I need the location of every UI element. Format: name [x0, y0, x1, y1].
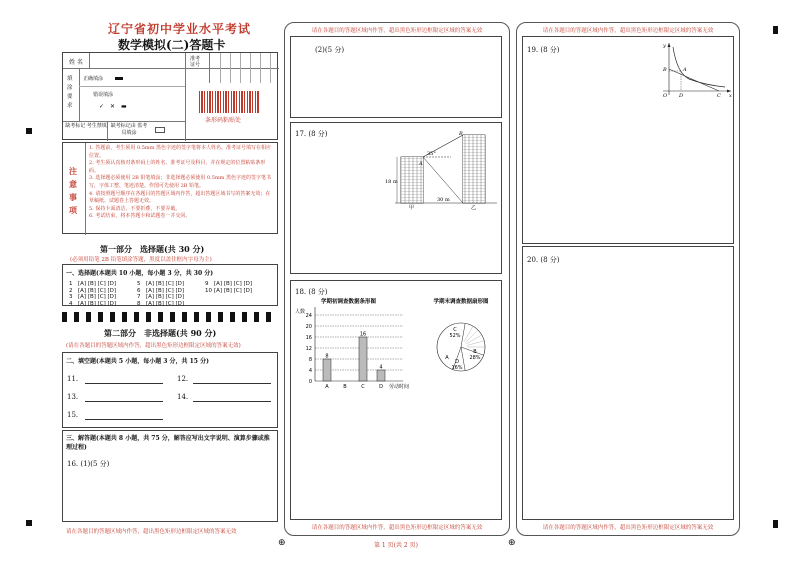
mc-option[interactable]: [D] — [175, 300, 185, 307]
bar-chart-bar — [359, 337, 367, 381]
bar-chart-category: B — [343, 384, 347, 390]
mc-question-number: 2 — [69, 287, 73, 294]
mc-option[interactable]: [B] — [155, 300, 166, 307]
mc-question[interactable] — [69, 288, 137, 294]
q18-box — [290, 280, 502, 520]
mc-question[interactable] — [205, 281, 273, 287]
mc-question[interactable] — [69, 281, 137, 287]
pie-chart-slice-label: D — [455, 359, 459, 365]
q19-y: y — [663, 43, 666, 49]
notice-item: 2. 考生须认真核对条形码上的姓名、准考证号及科目，并在规定的位置粘贴条形码。 — [89, 160, 266, 174]
exam-no-grid[interactable] — [209, 53, 279, 83]
q19-c: C — [717, 93, 721, 99]
bar-chart-xlabel: 劳动时间 — [389, 384, 410, 390]
info-box — [62, 52, 278, 140]
mc-option[interactable]: [B] — [87, 287, 98, 294]
q19-d: D — [679, 93, 684, 99]
q19-box — [522, 36, 734, 244]
corner-mark — [773, 520, 778, 528]
mc-option[interactable]: [D] — [243, 281, 253, 287]
mc-option[interactable]: [A] — [78, 294, 88, 300]
notice-item: 6. 考试结束，将本答题卡和试题卷一并交回。 — [89, 213, 191, 220]
mc-option[interactable]: [A] — [78, 281, 88, 287]
bar-chart-ytick: 12 — [305, 345, 312, 352]
blank-13: 13. — [67, 393, 79, 401]
mc-box — [62, 264, 278, 306]
mc-option[interactable]: [C] — [97, 300, 108, 307]
mc-question-number: 7 — [137, 294, 141, 300]
correct-fill-label: 正确填涂 — [83, 76, 104, 82]
register-mark-left: ⊕ — [278, 538, 286, 548]
blank-12: 12. — [177, 375, 189, 383]
bar-chart-data-label: 8 — [325, 353, 329, 360]
q17-angle: 35° — [427, 151, 436, 157]
mc-option[interactable]: [B] — [223, 281, 234, 287]
q20-box — [522, 246, 734, 520]
pie-chart-slice-border — [461, 347, 484, 355]
absent-note: 缺考标记由 监考员填涂 — [110, 123, 148, 136]
mc-option[interactable]: [B] — [87, 294, 98, 300]
corner-mark — [773, 26, 778, 34]
q17-point-a: A — [419, 161, 423, 167]
exam-no-label: 准考 证号 — [190, 56, 201, 68]
solve-box — [62, 430, 278, 522]
mc-option[interactable]: [C] — [165, 300, 176, 307]
blank-14-line[interactable] — [193, 401, 271, 402]
bar-chart-bar — [377, 370, 385, 381]
card-header-subtitle: 数学模拟(二)答题卡 — [118, 38, 226, 52]
mc-option[interactable]: [B] — [223, 287, 234, 294]
q16b-box — [290, 36, 502, 118]
page-footer: 第 1 页(共 2 页) — [374, 542, 418, 549]
q17-figure — [385, 129, 501, 211]
bar-chart-ytick: 0 — [308, 378, 312, 385]
pie-chart-slice-label: C — [453, 327, 457, 333]
mc-option[interactable]: [B] — [87, 300, 98, 307]
mc-option[interactable]: [D] — [175, 281, 185, 287]
mc-option[interactable]: [A] — [146, 294, 156, 300]
q17-jia: 甲 — [409, 205, 415, 211]
pie-chart-slice-pct: 16% — [451, 365, 463, 371]
blank-12-line[interactable] — [193, 383, 271, 384]
mc-option[interactable]: [C] — [233, 287, 244, 294]
mc-question-number: 10 — [205, 287, 212, 294]
mc-option[interactable]: [C] — [165, 294, 176, 300]
mc-grid — [69, 281, 275, 307]
mc-question-number: 4 — [69, 300, 73, 307]
bar-chart-ytick: 8 — [308, 356, 312, 363]
name-field[interactable] — [90, 54, 184, 68]
bar-chart-ytick: 4 — [308, 367, 312, 374]
middle-top-warning: 请在各题目的答题区域内作答，超出黑色矩形边框限定区域的答案无效 — [311, 28, 483, 34]
q19-a: A — [683, 67, 687, 73]
mc-option[interactable]: [D] — [175, 287, 185, 294]
bar-chart-category: C — [361, 384, 365, 390]
fill-requirement-side: 填 涂 要 求 — [67, 76, 73, 109]
left-footer-warning: 请在各题目的答题区域内作答，超出黑色矩形边框限定区域的答案无效 — [66, 529, 237, 535]
mc-question[interactable] — [137, 294, 205, 300]
q19-b: B — [663, 67, 667, 73]
pie-chart-slice-pct: 52% — [449, 333, 461, 339]
mc-option[interactable]: [C] — [97, 281, 108, 287]
notice-list — [89, 145, 275, 221]
q20-label: 20. (8 分) — [527, 256, 560, 264]
mc-option[interactable]: [D] — [107, 300, 117, 307]
barcode — [199, 91, 259, 113]
q19-o: O — [663, 93, 668, 99]
blank-15: 15. — [67, 411, 79, 419]
absent-mark-box[interactable] — [155, 127, 165, 133]
mc-option[interactable]: [B] — [155, 294, 166, 300]
notice-heading: 注 意 事 项 — [69, 166, 77, 215]
right-bottom-warning: 请在各题目的答题区域内作答，超出黑色矩形边框限定区域的答案无效 — [542, 525, 714, 531]
notice-item: 3. 选择题必须使用 2B 铅笔填涂；非选择题必须使用 0.5mm 黑色字迹的签字笔书写，字体工整、笔迹清楚。作图可先使用 2B 铅笔。 — [89, 175, 272, 189]
mc-question-number: 5 — [137, 281, 141, 287]
part1-note: (必须用铅笔 2B 铅笔填涂答题，黑度以盖住框内字母为主) — [70, 257, 212, 263]
q19-label: 19. (8 分) — [527, 46, 560, 54]
bar-chart-ytick: 20 — [305, 323, 312, 330]
mc-option[interactable]: [C] — [97, 294, 108, 300]
card-header-title: 辽宁省初中学业水平考试 — [108, 22, 252, 36]
bar-chart-title: 学期初调查数据条形图 — [321, 299, 377, 305]
fill-box — [62, 352, 278, 428]
mc-option[interactable]: [A] — [146, 281, 156, 287]
bar-chart-ylabel: 人数 — [295, 309, 306, 315]
pie-chart-slice-pct: 28% — [469, 355, 481, 361]
mc-question-number: 3 — [69, 294, 73, 300]
mc-option[interactable]: [A] — [146, 287, 156, 294]
q17-dist: 30 m — [437, 197, 450, 203]
bar-chart-bar — [323, 359, 331, 381]
bar-chart-data-label: 4 — [379, 364, 383, 371]
mc-question-number: 8 — [137, 300, 141, 307]
mc-question-number: 6 — [137, 287, 141, 294]
mc-question-number: 9 — [205, 281, 209, 287]
mc-option[interactable]: [B] — [155, 281, 166, 287]
wrong-fill-label: 错误填涂 — [93, 92, 114, 98]
fill-section: 二、填空题(本题共 5 小题，每小题 3 分，共 15 分) — [66, 358, 209, 365]
bar-chart-category: A — [325, 384, 329, 390]
mc-question[interactable] — [137, 301, 205, 307]
mc-option[interactable]: [B] — [87, 281, 98, 287]
absent-label: 缺考标记 考生禁填 — [65, 123, 107, 129]
notice-item: 1. 答题前，考生须用 0.5mm 黑色字迹的签字笔将本人姓名、准考证号填写在相应位置。 — [89, 145, 271, 159]
mc-option[interactable]: [A] — [78, 300, 88, 307]
blank-11-line[interactable] — [85, 383, 163, 384]
q17-label: 17. (8 分) — [295, 130, 328, 138]
mc-option[interactable]: [A] — [146, 300, 156, 307]
q17-yi: 乙 — [471, 205, 477, 211]
mc-option[interactable]: [C] — [233, 281, 244, 287]
register-mark-right: ⊕ — [508, 538, 516, 548]
blank-13-line[interactable] — [85, 401, 163, 402]
blank-14: 14. — [177, 393, 189, 401]
bar-chart-ytick: 16 — [305, 334, 312, 341]
solve-section: 三、解答题(本题共 8 小题，共 75 分，解答应写出文字说明、演算步骤或推理过程) — [66, 435, 270, 451]
mc-question[interactable] — [137, 281, 205, 287]
mc-option[interactable]: [A] — [214, 287, 224, 294]
blank-15-line[interactable] — [85, 419, 163, 420]
q17-box — [290, 122, 502, 274]
pie-chart-slice-label: B — [473, 349, 477, 355]
q18-label: 18. (8 分) — [295, 288, 328, 296]
mc-option[interactable]: [C] — [165, 281, 176, 287]
barcode-label: 条形码粘贴处 — [205, 117, 242, 124]
timing-marks — [62, 312, 278, 322]
mc-option[interactable]: [C] — [165, 287, 176, 294]
part2-title: 第二部分 非选择题(共 90 分) — [104, 328, 217, 338]
blank-11: 11. — [67, 375, 79, 383]
q17-height: 18 m — [385, 179, 398, 185]
corner-mark — [26, 128, 32, 134]
building-yi — [463, 135, 485, 203]
mc-section: 一、选择题(本题共 10 小题，每小题 3 分，共 30 分) — [66, 270, 214, 277]
correct-fill-sample — [115, 77, 123, 80]
part1-title: 第一部分 选择题(共 30 分) — [100, 244, 205, 254]
q19-x: x — [729, 93, 732, 99]
pie-chart-hatch — [467, 341, 484, 346]
pie-chart — [421, 295, 501, 385]
corner-mark — [26, 520, 32, 526]
mc-question[interactable] — [205, 288, 273, 294]
q17-point-b: B — [459, 131, 463, 137]
mc-option[interactable]: [D] — [107, 287, 117, 294]
mc-option[interactable]: [A] — [78, 287, 88, 294]
wrong-fill-samples: ✓✕▬ — [99, 103, 133, 110]
pie-chart-slice-border — [461, 323, 465, 347]
notice-item: 5. 保持卡面清洁，不要折叠，不要弄破。 — [89, 205, 181, 212]
pie-chart-title: 学期末调查数据扇形图 — [433, 299, 489, 305]
notice-item: 4. 请按照题号顺序在各题目的答题区域内作答，超出答题区域书写的答案无效；在草稿纸、试题卷上答题无效。 — [89, 190, 271, 205]
mc-question[interactable] — [69, 301, 137, 307]
mc-option[interactable]: [C] — [97, 287, 108, 294]
q19-graph — [655, 41, 735, 97]
bar-chart — [291, 295, 411, 395]
mc-question[interactable] — [137, 288, 205, 294]
mc-question-number: 1 — [69, 281, 73, 287]
mc-option[interactable]: [D] — [107, 294, 117, 300]
q16b-label: (2)(5 分) — [315, 46, 345, 54]
mc-option[interactable]: [D] — [175, 294, 185, 300]
mc-option[interactable]: [D] — [107, 281, 117, 287]
q16-label: 16. (1)(5 分) — [67, 460, 110, 468]
name-label: 姓 名 — [69, 59, 83, 66]
pie-chart-slice-label: A — [445, 355, 449, 361]
mc-question[interactable] — [69, 294, 137, 300]
bar-chart-data-label: 16 — [359, 331, 367, 338]
mc-option[interactable]: [B] — [155, 287, 166, 294]
right-top-warning: 请在各题目的答题区域内作答，超出黑色矩形边框限定区域的答案无效 — [542, 28, 714, 34]
notice-box — [62, 142, 278, 234]
bar-chart-category: D — [379, 384, 383, 390]
mc-option[interactable]: [A] — [214, 281, 224, 287]
mc-option[interactable]: [D] — [243, 287, 253, 294]
part2-note: (请在各题目的答题区域内作答，超出黑色矩形边框限定区域的答案无效) — [66, 343, 241, 349]
middle-bottom-warning: 请在各题目的答题区域内作答，超出黑色矩形边框限定区域的答案无效 — [311, 525, 483, 531]
bar-chart-ytick: 24 — [305, 312, 312, 319]
